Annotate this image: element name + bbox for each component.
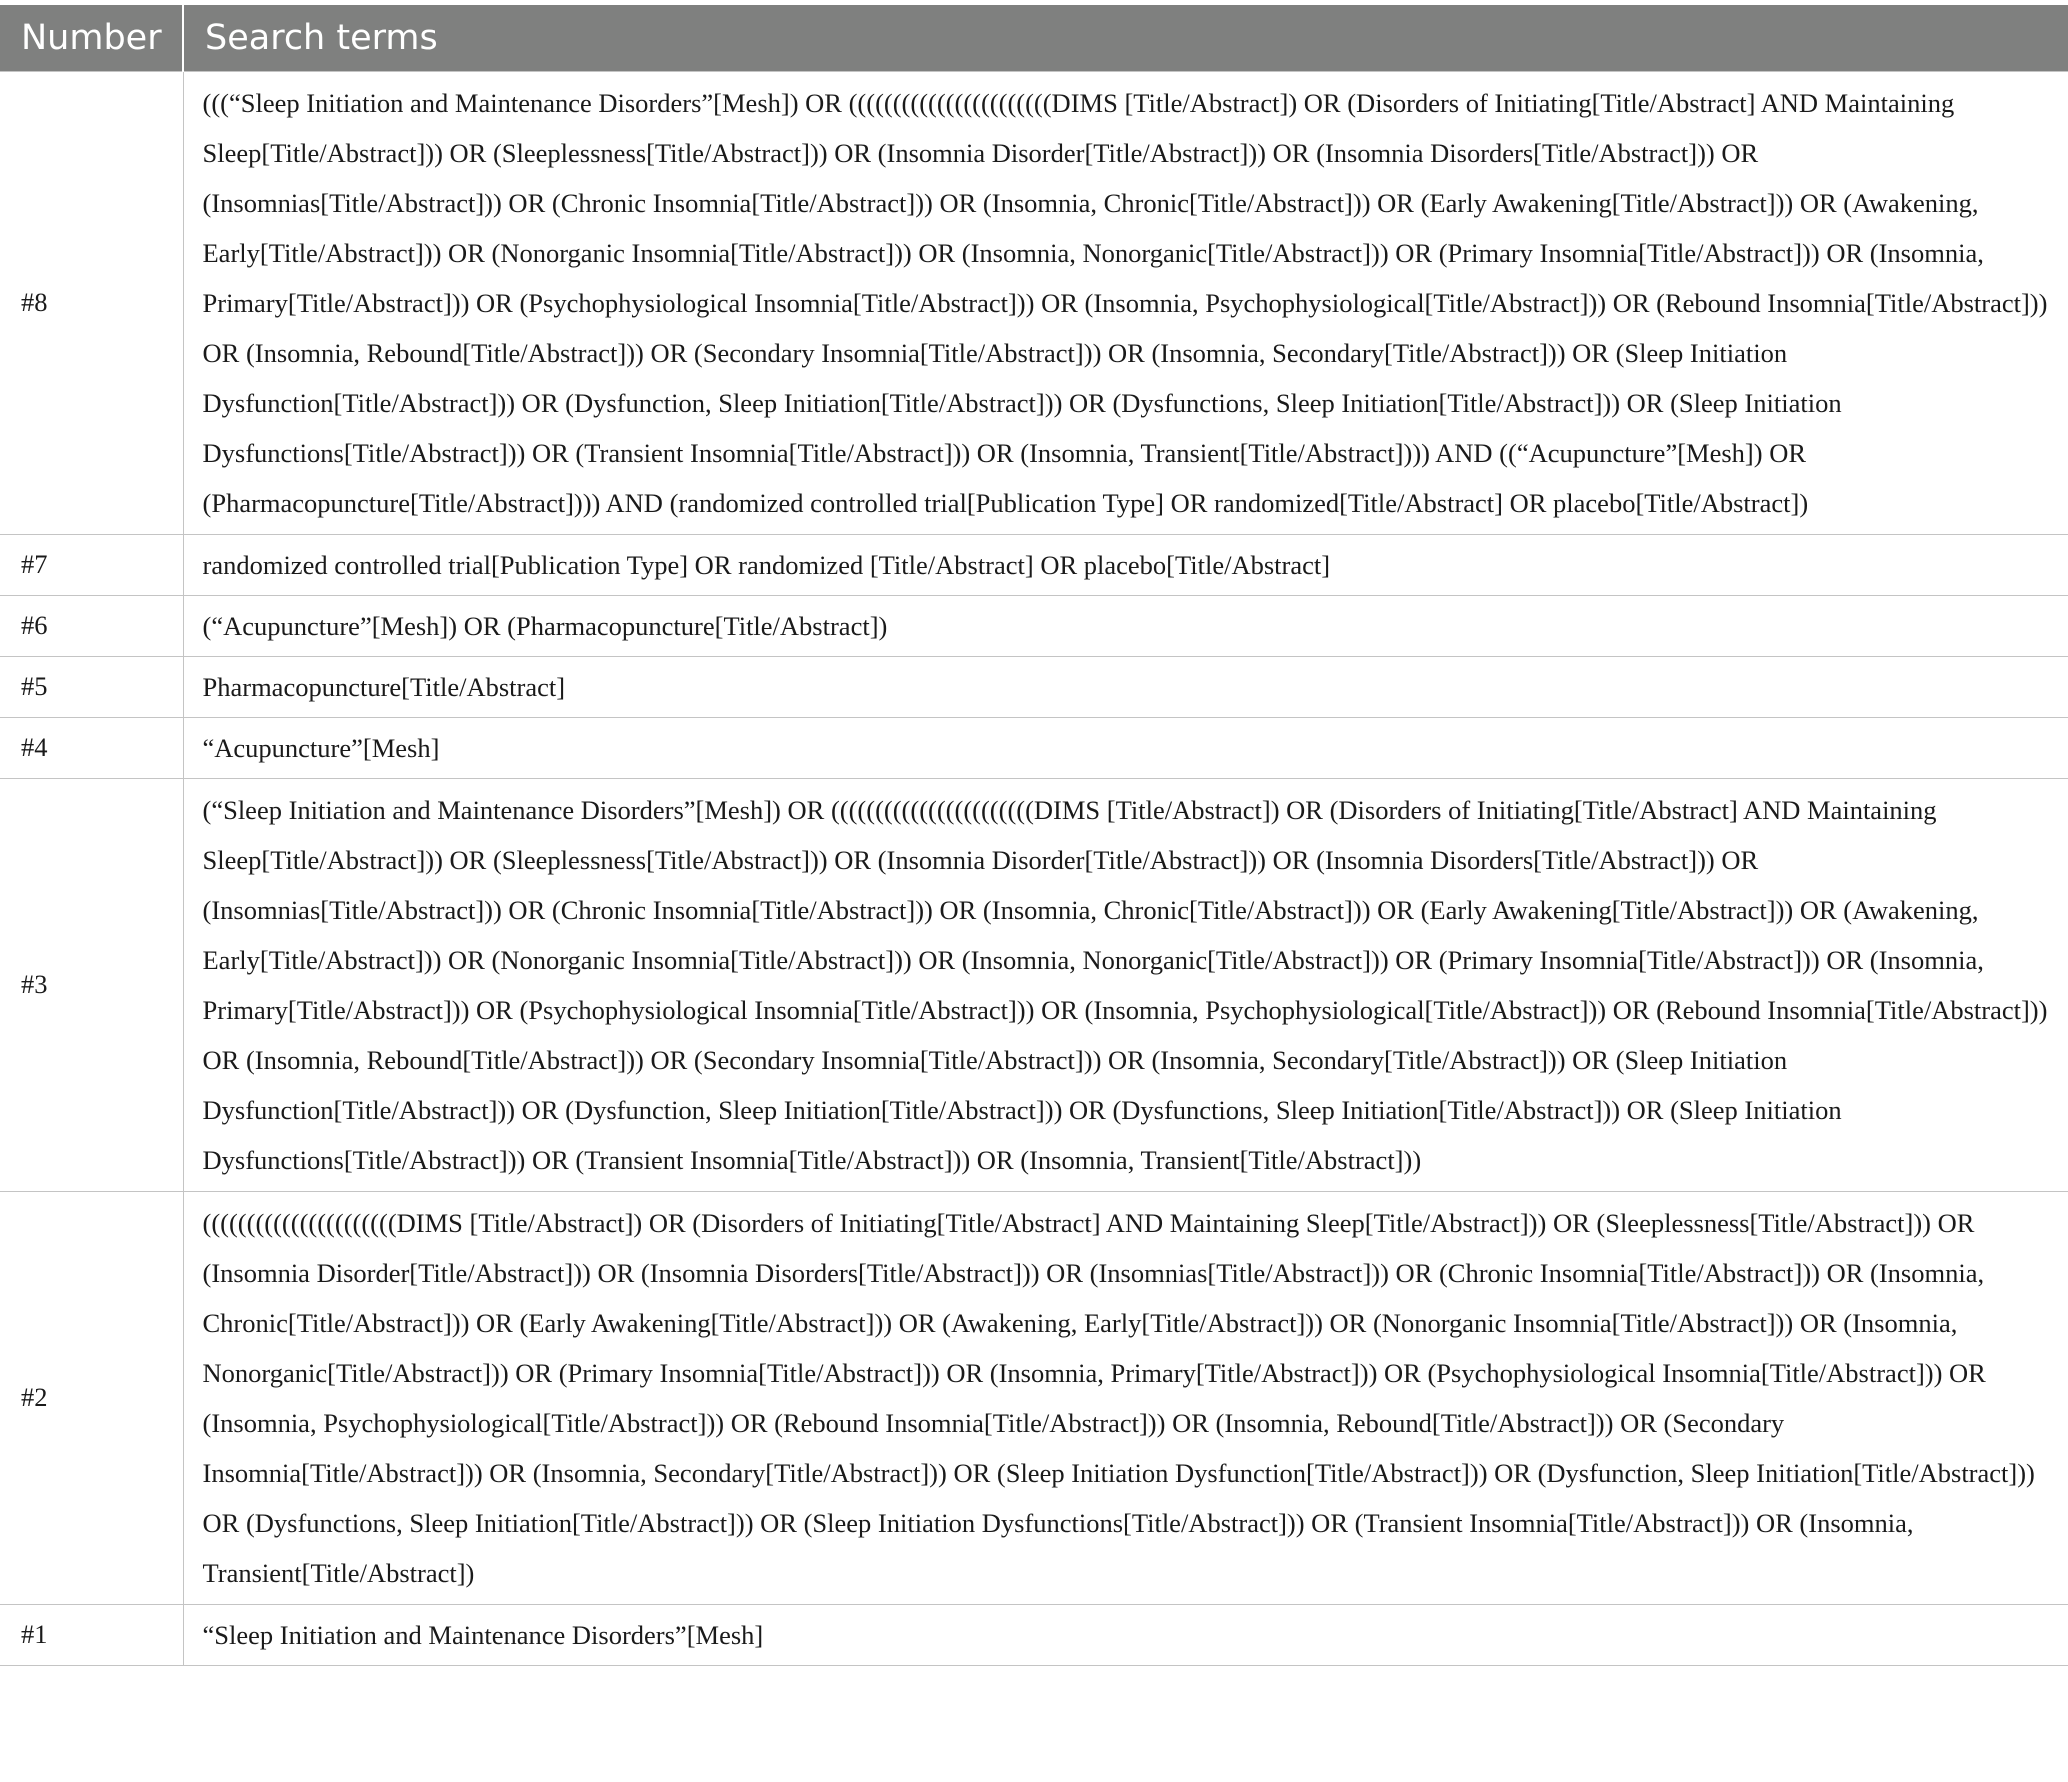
- header-number: Number: [0, 5, 183, 71]
- row-number: #3: [0, 778, 183, 1191]
- table-row: [0, 1191, 2068, 1604]
- table-row: [0, 717, 2068, 778]
- row-search-terms: “Sleep Initiation and Maintenance Disorders”[Mesh]: [183, 1604, 2068, 1665]
- table-row: [0, 778, 2068, 1191]
- table-row: [0, 71, 2068, 534]
- row-search-terms: (“Acupuncture”[Mesh]) OR (Pharmacopuncture[Title/Abstract]): [183, 595, 2068, 656]
- row-number: #1: [0, 1604, 183, 1665]
- row-number: #8: [0, 71, 183, 534]
- table-header: [0, 5, 2068, 71]
- row-number: #7: [0, 534, 183, 595]
- row-search-terms: “Acupuncture”[Mesh]: [183, 717, 2068, 778]
- search-strategy-table: [0, 5, 2068, 1666]
- table-row: [0, 534, 2068, 595]
- row-number: #2: [0, 1191, 183, 1604]
- table-row: [0, 656, 2068, 717]
- table-row: [0, 595, 2068, 656]
- row-search-terms: Pharmacopuncture[Title/Abstract]: [183, 656, 2068, 717]
- row-search-terms: (((“Sleep Initiation and Maintenance Disorders”[Mesh]) OR (((((((((((((((((((((((DIMS [Title/Abstract]) OR (Disorders of Initiating[Title/Abstract] AND Maintaining Sleep[Title/Abstract])) OR (Sleeplessness[Title/Abstract])) OR (Insomnia Disorder[Title/Abstract])) OR (Insomnia Disorders[Title/Abstract])) OR (Insomnias[Title/Abstract])) OR (Chronic Insomnia[Title/Abstract])) OR (Insomnia, Chronic[Title/Abstract])) OR (Early Awakening[Title/Abstract])) OR (Awakening, Early[Title/Abstract])) OR (Nonorganic Insomnia[Title/Abstract])) OR (Insomnia, Nonorganic[Title/Abstract])) OR (Primary Insomnia[Title/Abstract])) OR (Insomnia, Primary[Title/Abstract])) OR (Psychophysiological Insomnia[Title/Abstract])) OR (Insomnia, Psychophysiological[Title/Abstract])) OR (Rebound Insomnia[Title/Abstract])) OR (Insomnia, Rebound[Title/Abstract])) OR (Secondary Insomnia[Title/Abstract])) OR (Insomnia, Secondary[Title/Abstract])) OR (Sleep Initiation Dysfunction[Title/Abstract])) OR (Dysfunction, Sleep Initiation[Title/Abstract])) OR (Dysfunctions, Sleep Initiation[Title/Abstract])) OR (Sleep Initiation Dysfunctions[Title/Abstract])) OR (Transient Insomnia[Title/Abstract])) OR (Insomnia, Transient[Title/Abstract]))) AND ((“Acupuncture”[Mesh]) OR (Pharmacopuncture[Title/Abstract]))) AND (randomized controlled trial[Publication Type] OR randomized[Title/Abstract] OR placebo[Title/Abstract]): [183, 71, 2068, 534]
- table-row: [0, 1604, 2068, 1665]
- header-search-terms: Search terms: [183, 5, 2068, 71]
- table-body: [0, 71, 2068, 1665]
- row-number: #6: [0, 595, 183, 656]
- row-number: #5: [0, 656, 183, 717]
- row-search-terms: randomized controlled trial[Publication Type] OR randomized [Title/Abstract] OR placebo[Title/Abstract]: [183, 534, 2068, 595]
- row-number: #4: [0, 717, 183, 778]
- row-search-terms: (“Sleep Initiation and Maintenance Disorders”[Mesh]) OR (((((((((((((((((((((((DIMS [Title/Abstract]) OR (Disorders of Initiating[Title/Abstract] AND Maintaining Sleep[Title/Abstract])) OR (Sleeplessness[Title/Abstract])) OR (Insomnia Disorder[Title/Abstract])) OR (Insomnia Disorders[Title/Abstract])) OR (Insomnias[Title/Abstract])) OR (Chronic Insomnia[Title/Abstract])) OR (Insomnia, Chronic[Title/Abstract])) OR (Early Awakening[Title/Abstract])) OR (Awakening, Early[Title/Abstract])) OR (Nonorganic Insomnia[Title/Abstract])) OR (Insomnia, Nonorganic[Title/Abstract])) OR (Primary Insomnia[Title/Abstract])) OR (Insomnia, Primary[Title/Abstract])) OR (Psychophysiological Insomnia[Title/Abstract])) OR (Insomnia, Psychophysiological[Title/Abstract])) OR (Rebound Insomnia[Title/Abstract])) OR (Insomnia, Rebound[Title/Abstract])) OR (Secondary Insomnia[Title/Abstract])) OR (Insomnia, Secondary[Title/Abstract])) OR (Sleep Initiation Dysfunction[Title/Abstract])) OR (Dysfunction, Sleep Initiation[Title/Abstract])) OR (Dysfunctions, Sleep Initiation[Title/Abstract])) OR (Sleep Initiation Dysfunctions[Title/Abstract])) OR (Transient Insomnia[Title/Abstract])) OR (Insomnia, Transient[Title/Abstract])): [183, 778, 2068, 1191]
- row-search-terms: ((((((((((((((((((((((DIMS [Title/Abstract]) OR (Disorders of Initiating[Title/Abstract] AND Maintaining Sleep[Title/Abstract])) OR (Sleeplessness[Title/Abstract])) OR (Insomnia Disorder[Title/Abstract])) OR (Insomnia Disorders[Title/Abstract])) OR (Insomnias[Title/Abstract])) OR (Chronic Insomnia[Title/Abstract])) OR (Insomnia, Chronic[Title/Abstract])) OR (Early Awakening[Title/Abstract])) OR (Awakening, Early[Title/Abstract])) OR (Nonorganic Insomnia[Title/Abstract])) OR (Insomnia, Nonorganic[Title/Abstract])) OR (Primary Insomnia[Title/Abstract])) OR (Insomnia, Primary[Title/Abstract])) OR (Psychophysiological Insomnia[Title/Abstract])) OR (Insomnia, Psychophysiological[Title/Abstract])) OR (Rebound Insomnia[Title/Abstract])) OR (Insomnia, Rebound[Title/Abstract])) OR (Secondary Insomnia[Title/Abstract])) OR (Insomnia, Secondary[Title/Abstract])) OR (Sleep Initiation Dysfunction[Title/Abstract])) OR (Dysfunction, Sleep Initiation[Title/Abstract])) OR (Dysfunctions, Sleep Initiation[Title/Abstract])) OR (Sleep Initiation Dysfunctions[Title/Abstract])) OR (Transient Insomnia[Title/Abstract])) OR (Insomnia, Transient[Title/Abstract]): [183, 1191, 2068, 1604]
- header-row: [0, 5, 2068, 71]
